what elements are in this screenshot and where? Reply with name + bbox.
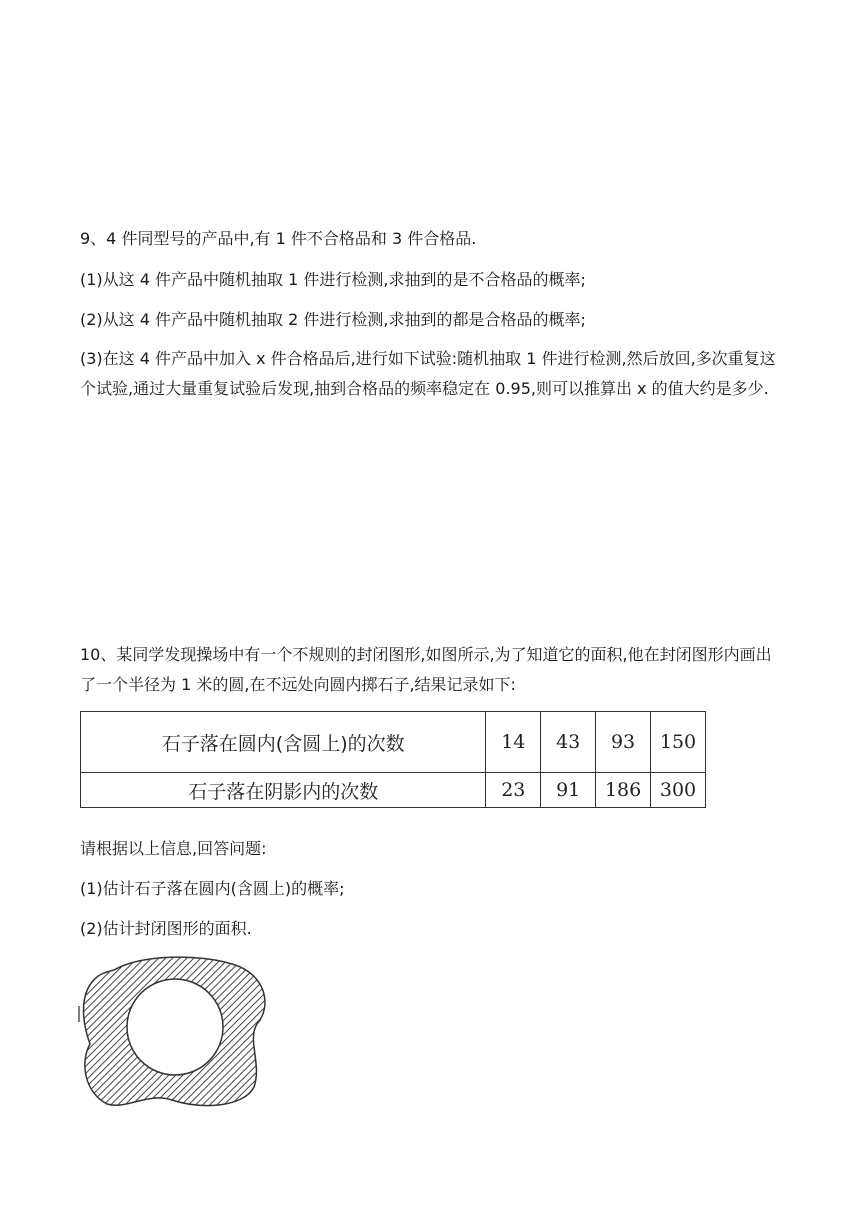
table-row bbox=[81, 712, 706, 773]
table-cell: 23 bbox=[486, 773, 541, 808]
shaded-region-figure bbox=[72, 952, 272, 1112]
table-cell: 14 bbox=[486, 712, 541, 773]
question-10-stem: 10、某同学发现操场中有一个不规则的封闭图形,如图所示,为了知道它的面积,他在封闭图形内画出了一个半径为 1 米的圆,在不远处向圆内掷石子,结果记录如下: bbox=[80, 645, 772, 694]
question-10-part-2: (2)估计封闭图形的面积. bbox=[80, 919, 252, 938]
table-cell: 91 bbox=[541, 773, 596, 808]
question-9-part-2: (2)从这 4 件产品中随机抽取 2 件进行检测,求抽到的都是合格品的概率; bbox=[80, 310, 586, 329]
question-10-prompt: 请根据以上信息,回答问题: bbox=[80, 839, 267, 858]
row-label: 石子落在阴影内的次数 bbox=[81, 773, 486, 808]
table-row bbox=[81, 773, 706, 808]
table-cell: 186 bbox=[596, 773, 651, 808]
inner-circle bbox=[127, 979, 223, 1075]
table-cell: 300 bbox=[651, 773, 706, 808]
question-9-stem: 9、4 件同型号的产品中,有 1 件不合格品和 3 件合格品. bbox=[80, 229, 477, 248]
results-table bbox=[80, 711, 706, 808]
table-cell: 43 bbox=[541, 712, 596, 773]
table-cell: 93 bbox=[596, 712, 651, 773]
question-10-part-1: (1)估计石子落在圆内(含圆上)的概率; bbox=[80, 879, 345, 898]
row-label: 石子落在圆内(含圆上)的次数 bbox=[81, 712, 486, 773]
question-9-part-3: (3)在这 4 件产品中加入 x 件合格品后,进行如下试验:随机抽取 1 件进行检测,然后放回,多次重复这个试验,通过大量重复试验后发现,抽到合格品的频率稳定在 0.95,则可以推算出 x 的值大约是多少. bbox=[80, 349, 776, 398]
table-cell: 150 bbox=[651, 712, 706, 773]
question-9-part-1: (1)从这 4 件产品中随机抽取 1 件进行检测,求抽到的是不合格品的概率; bbox=[80, 270, 586, 289]
